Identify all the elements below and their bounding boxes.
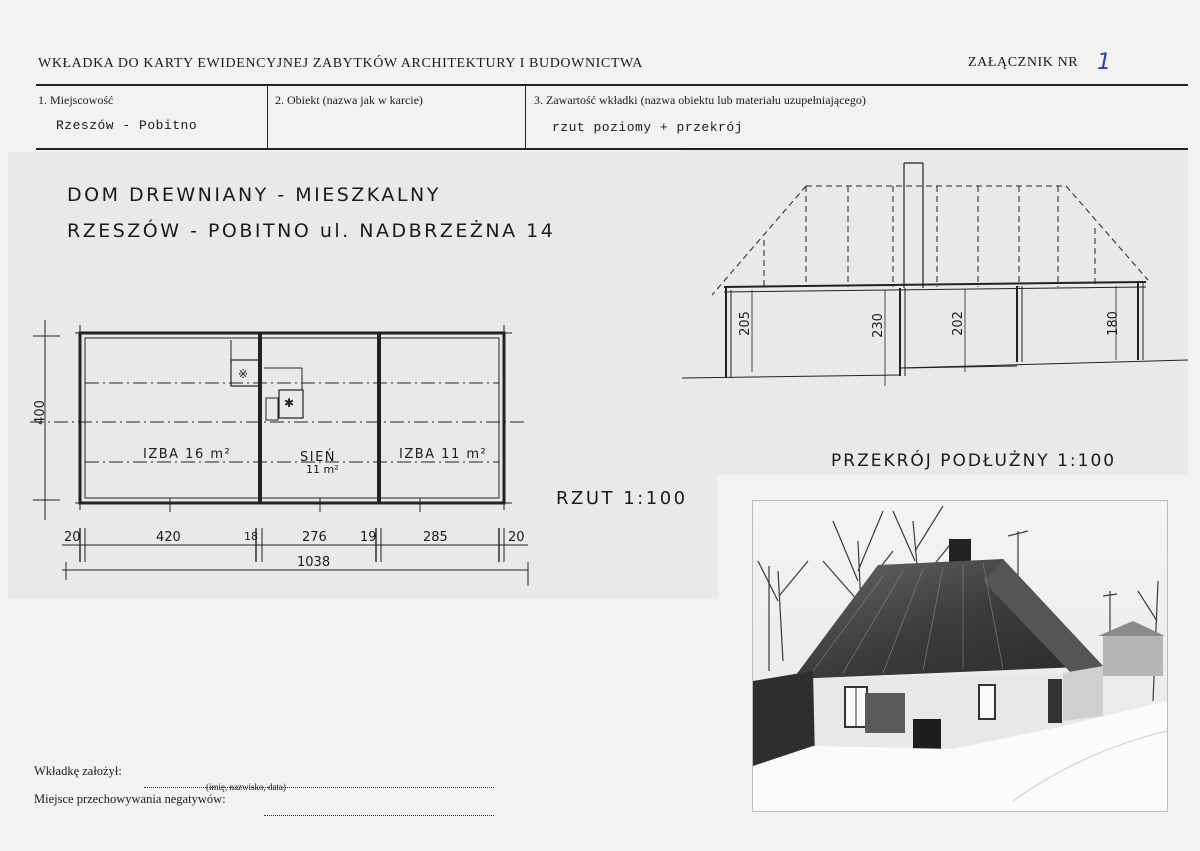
photo-image [753, 501, 1167, 811]
founder-field[interactable] [144, 770, 494, 788]
annex-number: 1 [1097, 50, 1111, 75]
section-scale-label: PRZEKRÓJ PODŁUŻNY 1:100 [831, 451, 1117, 471]
dim-segment-3: 18 [244, 530, 258, 543]
section-height-4: 180 [1105, 311, 1121, 336]
dim-segment-6: 285 [423, 530, 448, 545]
locality-label: 1. Miejscowość [38, 93, 114, 107]
negatives-label: Miejsce przechowywania negatywów: [34, 792, 226, 806]
dim-total: 1038 [297, 555, 331, 570]
house-photo [752, 500, 1168, 812]
building-address: RZESZÓW - POBITNO ul. NADBRZEŻNA 14 [67, 220, 556, 242]
dim-segment-1: 20 [64, 530, 81, 545]
dim-segment-2: 420 [156, 530, 181, 545]
room-label-1: IZBA 16 m² [143, 447, 232, 462]
negatives-field[interactable] [264, 798, 494, 816]
plan-width-dimension: 400 [32, 400, 48, 425]
founder-label: Wkładkę założył: [34, 764, 122, 778]
dim-segment-5: 19 [360, 530, 377, 545]
section-height-2: 230 [870, 313, 886, 338]
contents-label: 3. Zawartość wkładki (nazwa obiektu lub materiału uzupełniającego) [534, 93, 866, 107]
object-label: 2. Obiekt (nazwa jak w karcie) [275, 93, 423, 107]
section-height-3: 202 [950, 311, 966, 336]
sheet-title: WKŁADKA DO KARTY EWIDENCYJNEJ ZABYTKÓW ARCHITEKTURY I BUDOWNICTWA [38, 56, 643, 71]
dim-segment-4: 276 [302, 530, 327, 545]
svg-text:✱: ✱ [284, 396, 295, 410]
room-area-2: 11 m² [306, 463, 339, 476]
section-height-1: 205 [737, 311, 753, 336]
dim-segment-7: 20 [508, 530, 525, 545]
locality-value: Rzeszów - Pobitno [56, 118, 198, 133]
building-title: DOM DREWNIANY - MIESZKALNY [67, 184, 441, 206]
room-label-3: IZBA 11 m² [399, 447, 488, 462]
room-label-2: SIEŃ [300, 450, 337, 465]
annex-label: ZAŁĄCZNIK NR [968, 55, 1079, 70]
founder-hint: (imię, nazwisko, data) [206, 782, 286, 792]
plan-scale-label: RZUT 1:100 [556, 488, 688, 509]
contents-value: rzut poziomy + przekrój [552, 120, 743, 135]
svg-text:※: ※ [238, 367, 249, 381]
